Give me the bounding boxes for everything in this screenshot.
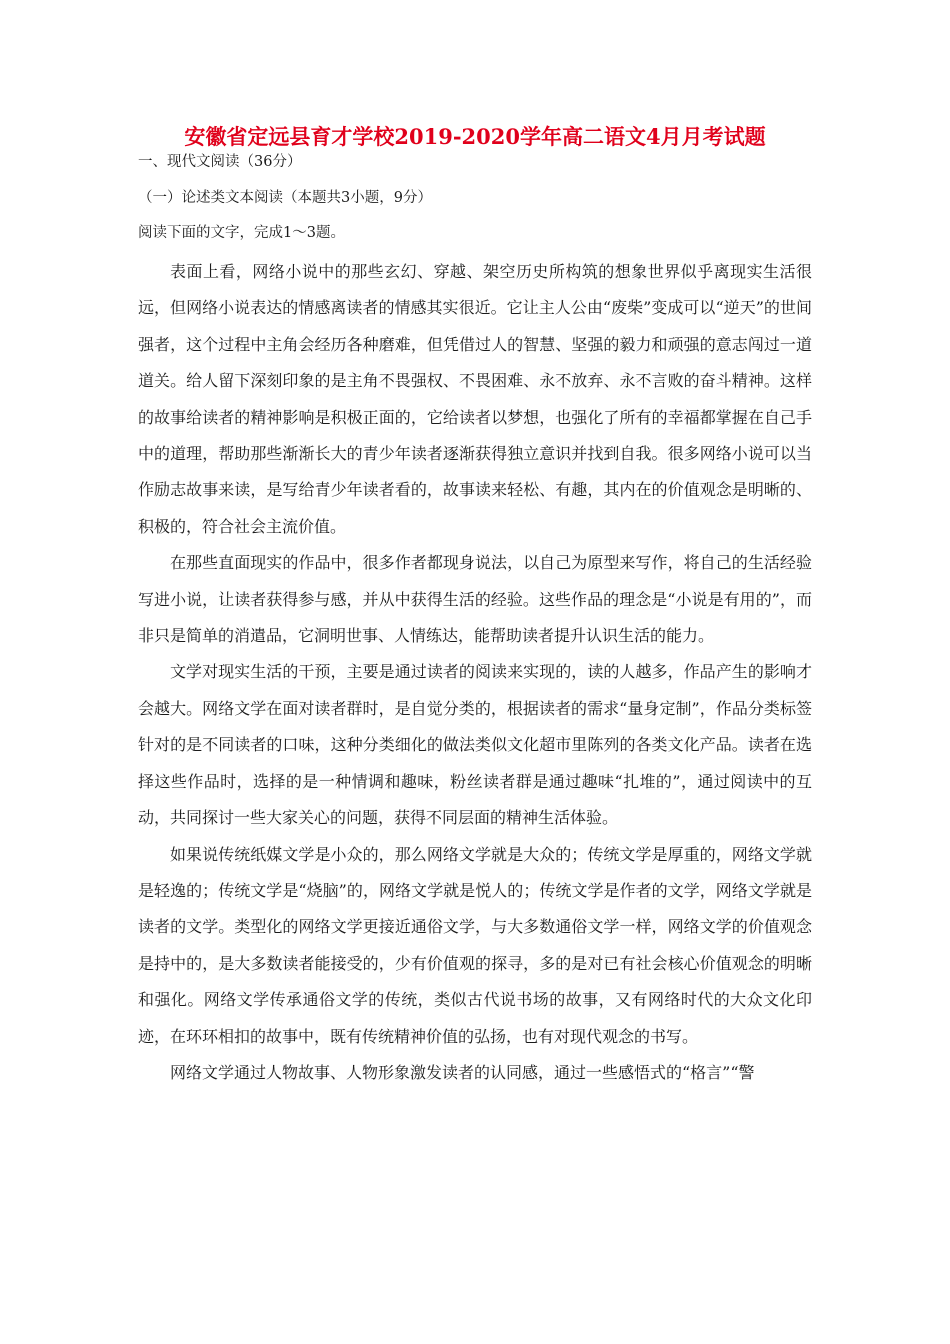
subsection-heading: （一）论述类文本阅读（本题共3小题，9分） xyxy=(138,190,432,206)
reading-instruction: 阅读下面的文字，完成1～3题。 xyxy=(138,225,345,241)
paragraph: 文学对现实生活的干预，主要是通过读者的阅读来实现的，读的人越多，作品产生的影响才会越大。网络文学在面对读者群时，是自觉分类的，根据读者的需求“量身定制”，作品分类标签针对的是不同读者的口味，这种分类细化的做法类似文化超市里陈列的各类文化产品。读者在选择这些作品时，选择的是一种情调和趣味，粉丝读者群是通过趣味“扎堆的”，通过阅读中的互动，共同探讨一些大家关心的问题，获得不同层面的精神生活体验。 xyxy=(138,662,812,828)
document-title: 安徽省定远县育才学校2019-2020学年高二语文4月月考试题 xyxy=(184,124,766,149)
paragraph: 在那些直面现实的作品中，很多作者都现身说法，以自己为原型来写作，将自己的生活经验写进小说，让读者获得参与感，并从中获得生活的经验。这些作品的理念是“小说是有用的”，而非只是简单的消遣品，它洞明世事、人情练达，能帮助读者提升认识生活的能力。 xyxy=(138,553,812,646)
paragraph: 网络文学通过人物故事、人物形象激发读者的认同感，通过一些感悟式的“格言”“警 xyxy=(170,1062,755,1082)
paragraph: 表面上看，网络小说中的那些玄幻、穿越、架空历史所构筑的想象世界似乎离现实生活很远，但网络小说表达的情感离读者的情感其实很近。它让主人公由“废柴”变成可以“逆天”的世间强者，这个过程中主角会经历各种磨难，但凭借过人的智慧、坚强的毅力和顽强的意志闯过一道道关。给人留下深刻印象的是主角不畏强权、不畏困难、永不放弃、永不言败的奋斗精神。这样的故事给读者的精神影响是积极正面的，它给读者以梦想，也强化了所有的幸福都掌握在自己手中的道理，帮助那些渐渐长大的青少年读者逐渐获得独立意识并找到自我。很多网络小说可以当作励志故事来读，是写给青少年读者看的，故事读来轻松、有趣，其内在的价值观念是明晰的、积极的，符合社会主流价值。 xyxy=(138,262,812,536)
paragraph: 如果说传统纸媒文学是小众的，那么网络文学就是大众的；传统文学是厚重的，网络文学就是轻逸的；传统文学是“烧脑”的，网络文学就是悦人的；传统文学是作者的文学，网络文学就是读者的文学。类型化的网络文学更接近通俗文学，与大多数通俗文学一样，网络文学的价值观念是持中的，是大多数读者能接受的，少有价值观的探寻，多的是对已有社会核心价值观念的明晰和强化。网络文学传承通俗文学的传统，类似古代说书场的故事，又有网络时代的大众文化印迹，在环环相扣的故事中，既有传统精神价值的弘扬，也有对现代观念的书写。 xyxy=(138,844,812,1046)
section-heading: 一、现代文阅读（36分） xyxy=(138,154,302,170)
passage-body xyxy=(138,254,812,1091)
